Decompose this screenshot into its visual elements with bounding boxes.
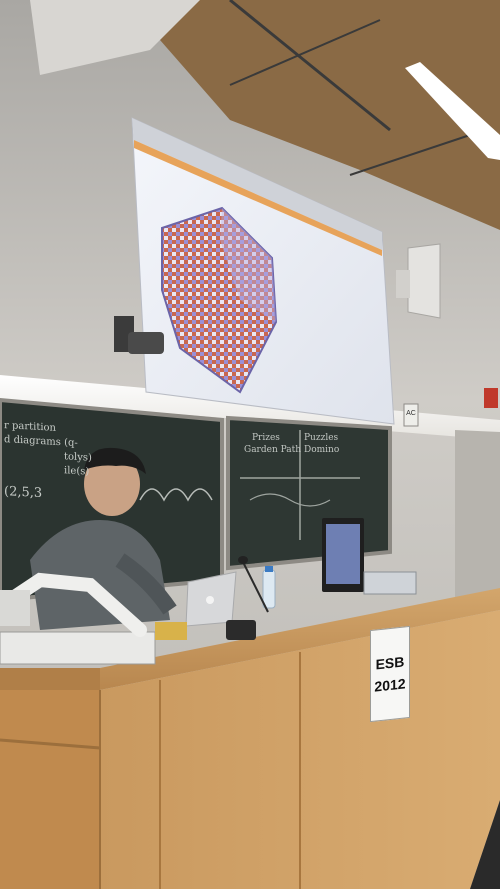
chalk-line: tolys)	[64, 451, 92, 464]
speaker-bracket	[396, 270, 410, 298]
placard-line-1: ESB	[375, 653, 405, 673]
doc-camera-head	[0, 590, 30, 626]
exit-sign	[484, 388, 498, 408]
desk-placard	[370, 626, 410, 722]
chalk-line: Puzzles	[304, 433, 339, 443]
chalk-line: ile(s)	[64, 465, 90, 478]
desk-side	[0, 690, 100, 889]
wall-speaker	[408, 244, 440, 318]
wall-camera	[128, 332, 164, 354]
bottle-cap	[265, 566, 273, 572]
wall-sign-label: AC	[406, 410, 416, 417]
placard-line-2: 2012	[374, 675, 406, 695]
chalk-line: Domino	[304, 445, 340, 455]
desk-top-left	[0, 668, 100, 690]
doc-camera-base	[0, 632, 155, 664]
chalkboard-left-text	[4, 419, 114, 505]
chalk-line: Prizes	[252, 433, 280, 443]
apple-logo-icon	[206, 596, 214, 604]
wall-panel	[455, 430, 500, 600]
chalk-line: r partition	[4, 420, 56, 434]
box-on-desk	[155, 622, 187, 640]
control-panel	[364, 572, 416, 594]
chalk-line: d diagrams (q-	[4, 434, 78, 449]
chalk-line: Garden Path	[244, 445, 302, 455]
desk-device	[226, 620, 256, 640]
chalk-line: (2,5,3	[4, 484, 43, 502]
microphone	[238, 556, 248, 564]
monitor-screen	[326, 524, 360, 584]
chalkboard-right-text	[244, 432, 354, 456]
water-bottle	[263, 570, 275, 608]
